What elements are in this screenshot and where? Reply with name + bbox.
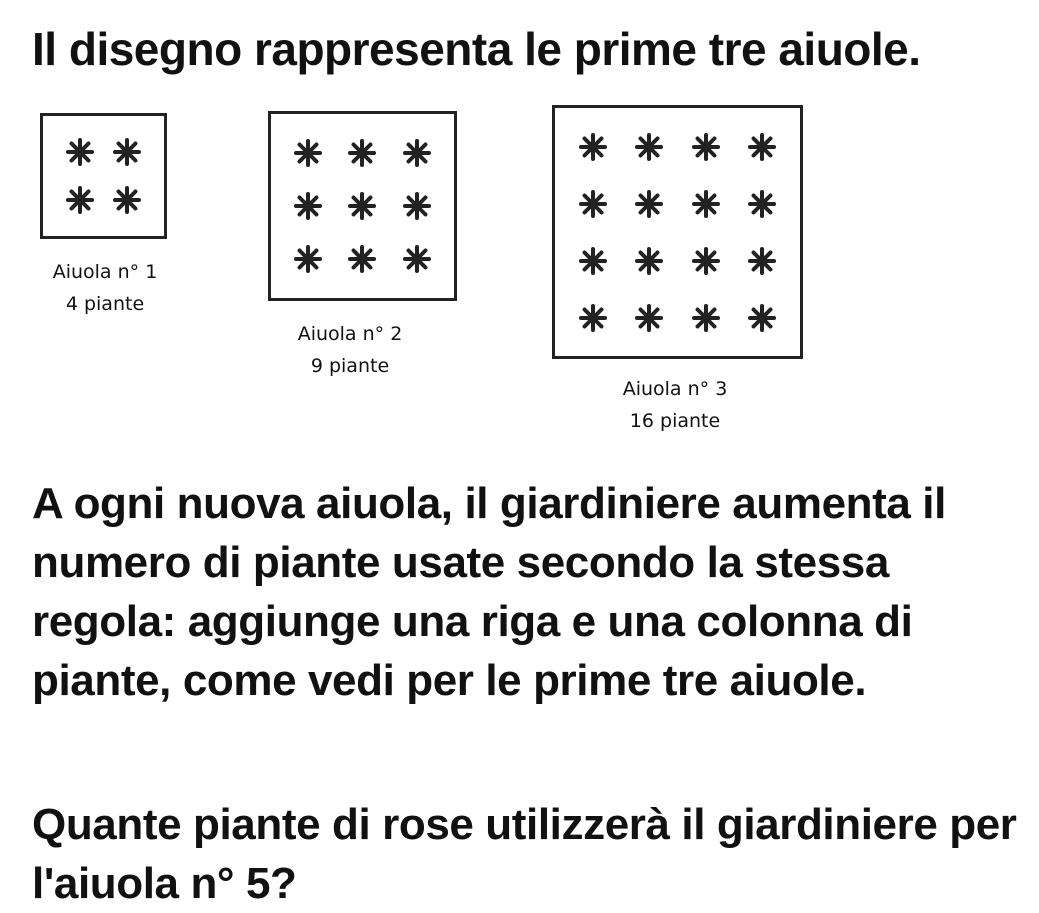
asterisk-plant-icon — [691, 132, 721, 162]
flower-bed-3-label: Aiuola n° 3 — [622, 378, 728, 400]
asterisk-plant-icon — [578, 246, 608, 276]
flower-bed-2 — [268, 111, 457, 301]
asterisk-plant-icon — [747, 246, 777, 276]
flower-bed-1 — [40, 113, 167, 239]
asterisk-plant-icon — [747, 189, 777, 219]
asterisk-plant-icon — [578, 189, 608, 219]
asterisk-plant-icon — [65, 185, 95, 215]
asterisk-plant-icon — [293, 191, 323, 221]
asterisk-plant-icon — [293, 244, 323, 274]
flower-bed-2-count: 9 piante — [310, 355, 390, 377]
flower-bed-3 — [552, 105, 803, 359]
asterisk-plant-icon — [347, 191, 377, 221]
asterisk-plant-icon — [112, 137, 142, 167]
asterisk-plant-icon — [747, 303, 777, 333]
asterisk-plant-icon — [578, 303, 608, 333]
asterisk-plant-icon — [112, 185, 142, 215]
asterisk-plant-icon — [634, 246, 664, 276]
asterisk-plant-icon — [347, 244, 377, 274]
flower-bed-1-count: 4 piante — [65, 293, 145, 315]
asterisk-plant-icon — [65, 137, 95, 167]
flower-bed-3-count: 16 piante — [629, 410, 721, 432]
flower-bed-1-caption — [30, 256, 180, 320]
flower-bed-2-label: Aiuola n° 2 — [297, 323, 403, 345]
question-paragraph: Quante piante di rose utilizzerà il giardiniere per l'aiuola n° 5? — [32, 800, 1017, 908]
asterisk-plant-icon — [691, 303, 721, 333]
asterisk-plant-icon — [634, 303, 664, 333]
asterisk-plant-icon — [293, 138, 323, 168]
flower-bed-1-label: Aiuola n° 1 — [52, 261, 158, 283]
asterisk-plant-icon — [634, 132, 664, 162]
asterisk-plant-icon — [747, 132, 777, 162]
page-title: Il disegno rappresenta le prime tre aiuole. — [32, 23, 921, 75]
rule-paragraph: A ogni nuova aiuola, il giardiniere aumenta il numero di piante usate secondo la stessa regola: aggiunge una riga e una colonna di piante, come vedi per le prime tre aiuole. — [32, 479, 946, 705]
asterisk-plant-icon — [347, 138, 377, 168]
flower-bed-2-caption — [270, 318, 430, 382]
asterisk-plant-icon — [402, 138, 432, 168]
asterisk-plant-icon — [578, 132, 608, 162]
asterisk-plant-icon — [634, 189, 664, 219]
flower-bed-3-caption — [590, 373, 760, 437]
asterisk-plant-icon — [402, 244, 432, 274]
asterisk-plant-icon — [691, 246, 721, 276]
asterisk-plant-icon — [402, 191, 432, 221]
asterisk-plant-icon — [691, 189, 721, 219]
